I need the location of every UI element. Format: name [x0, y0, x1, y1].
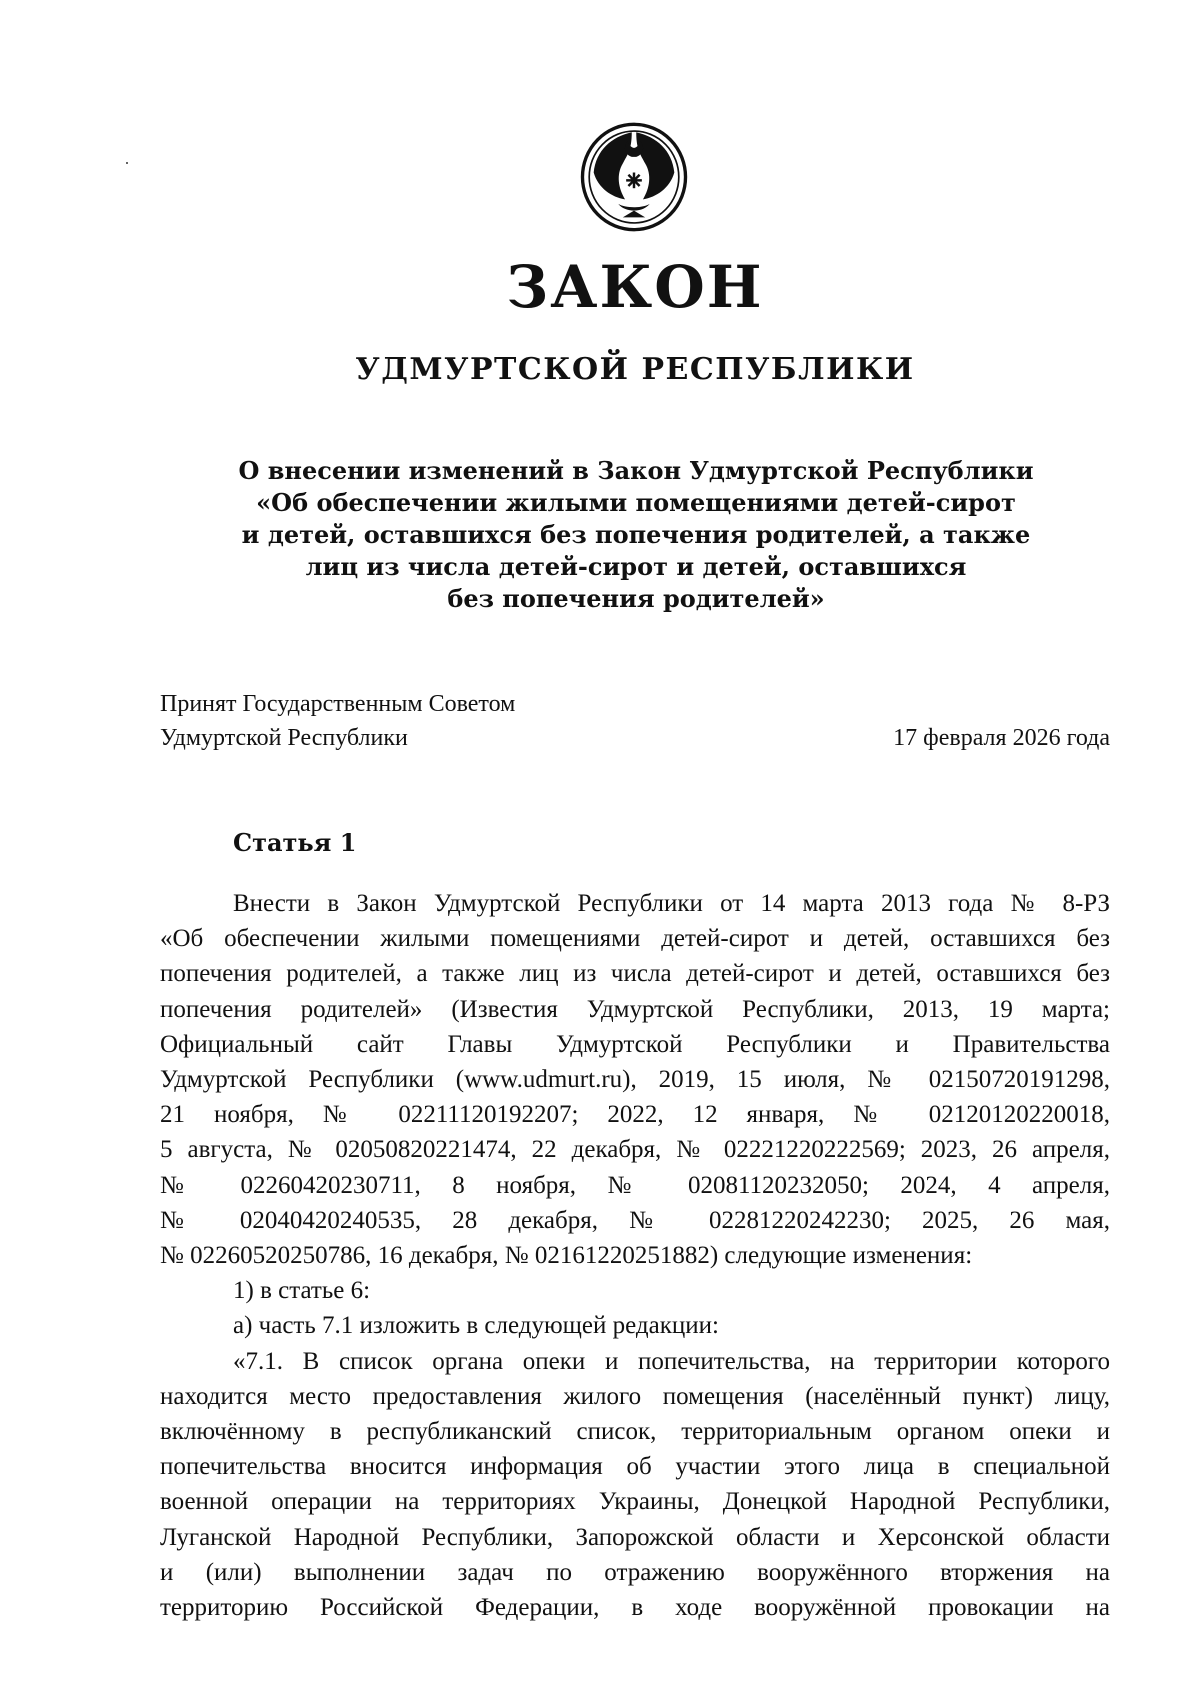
- heading-line: и детей, оставшихся без попечения родителей, а также: [241, 520, 1031, 549]
- article-title: Статья 1: [233, 828, 357, 857]
- body-line: включённому в республиканский список, территориальным органом опеки и: [160, 1418, 1110, 1446]
- article-body: [160, 886, 1110, 1625]
- udmurt-emblem-icon: [578, 121, 690, 233]
- heading-line: без попечения родителей»: [447, 584, 825, 613]
- adopted-date: 17 февраля 2026 года: [893, 725, 1110, 751]
- body-line: находится место предоставления жилого помещения (населённый пункт) лицу,: [160, 1382, 1110, 1410]
- body-line: Луганской Народной Республики, Запорожской области и Херсонской области: [160, 1523, 1110, 1551]
- body-line: Удмуртской Республики (www.udmurt.ru), 2019, 15 июля, № 02150720191298,: [160, 1066, 1110, 1094]
- body-line: «Об обеспечении жилыми помещениями детей-сирот и детей, оставшихся без: [160, 925, 1110, 953]
- body-line: попечения родителей» (Известия Удмуртской Республики, 2013, 19 марта;: [160, 995, 1110, 1023]
- document-subtitle: УДМУРТСКОЙ РЕСПУБЛИКИ: [355, 352, 915, 387]
- heading-line: лиц из числа детей-сирот и детей, оставшихся: [305, 552, 967, 581]
- body-line: попечительства вносится информация об участии этого лица в специальной: [160, 1453, 1110, 1481]
- body-line: № 02040420240535, 28 декабря, № 02281220242230; 2025, 26 мая,: [160, 1206, 1110, 1234]
- body-line: военной операции на территориях Украины, Донецкой Народной Республики,: [160, 1488, 1110, 1516]
- body-line: и (или) выполнении задач по отражению вооружённого вторжения на: [160, 1558, 1110, 1586]
- body-line: 5 августа, № 02050820221474, 22 декабря, № 02221220222569; 2023, 26 апреля,: [160, 1136, 1110, 1164]
- body-line: Внести в Закон Удмуртской Республики от 14 марта 2013 года № 8-РЗ: [233, 890, 1110, 917]
- body-line: 1) в статье 6:: [233, 1277, 371, 1305]
- body-line: № 02260420230711, 8 ноября, № 02081120232050; 2024, 4 апреля,: [160, 1171, 1110, 1199]
- heading-line: «Об обеспечении жилыми помещениями детей-сирот: [256, 488, 1016, 517]
- scan-speck: [126, 162, 128, 164]
- law-heading: [0, 455, 1200, 615]
- body-line: № 02260520250786, 16 декабря, № 02161220251882) следующие изменения:: [160, 1242, 973, 1270]
- adopted-by-line: Принят Государственным Советом: [160, 691, 516, 717]
- heading-line: О внесении изменений в Закон Удмуртской Республики: [238, 456, 1034, 485]
- body-line: территорию Российской Федерации, в ходе вооружённой провокации на: [160, 1594, 1110, 1622]
- document-title: ЗАКОН: [506, 253, 764, 321]
- body-line: 21 ноября, № 02211120192207; 2022, 12 января, № 02120120220018,: [160, 1101, 1110, 1129]
- body-line: Официальный сайт Главы Удмуртской Республики и Правительства: [160, 1030, 1110, 1058]
- body-line: попечения родителей, а также лиц из числа детей-сирот и детей, оставшихся без: [160, 960, 1110, 988]
- adopted-by-line: Удмуртской Республики: [160, 725, 408, 751]
- body-line: «7.1. В список органа опеки и попечительства, на территории которого: [233, 1347, 1110, 1375]
- body-line: а) часть 7.1 изложить в следующей редакции:: [233, 1312, 719, 1340]
- adopted-by: [160, 687, 515, 755]
